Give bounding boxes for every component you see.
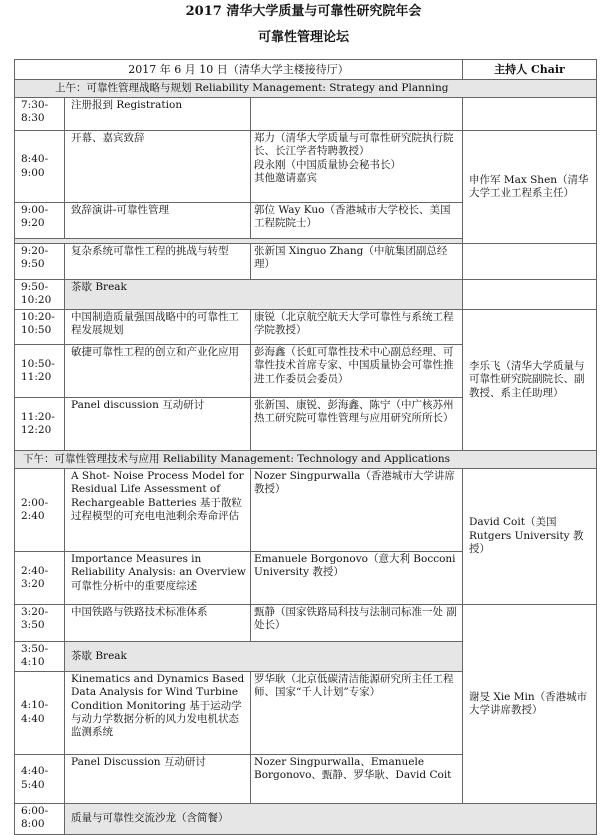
row-speaker: 张新国 Xinguo Zhang（中航集团副总经理） bbox=[251, 244, 463, 280]
section-row bbox=[15, 451, 597, 469]
schedule-table bbox=[14, 59, 597, 835]
salon-row bbox=[15, 803, 597, 834]
row-topic: 复杂系统可靠性工程的挑战与转型 bbox=[65, 244, 251, 280]
table-row bbox=[15, 131, 597, 203]
row-time: 3:50-4:10 bbox=[15, 642, 65, 672]
row-topic: 敏捷可靠性工程的创立和产业化应用 bbox=[65, 345, 251, 398]
row-time: 8:40-9:00 bbox=[15, 131, 65, 203]
row-speaker: 康锐（北京航空航天大学可靠性与系统工程学院教授） bbox=[251, 310, 463, 345]
row-speaker: 郑力（清华大学质量与可靠性研究院执行院长、长江学者特聘教授） 段永刚（中国质量协会秘书长） 其他邀请嘉宾 bbox=[251, 131, 463, 203]
row-speaker: 张新国、康锐、彭海鑫、陈宁（中广核苏州热工研究院可靠性管理与应用研究所所长） bbox=[251, 398, 463, 451]
afternoon-section-label: 下午：可靠性管理技术与应用 Reliability Management: Technology and Applications bbox=[15, 451, 597, 469]
row-time: 10:20-10:50 bbox=[15, 310, 65, 345]
row-topic: Kinematics and Dynamics Based Data Analysis for Wind Turbine Condition Monitoring 基于运动学与动力学数据分析的风力发电机状态监测系统 bbox=[65, 671, 251, 754]
row-topic: Panel Discussion 互动研讨 bbox=[65, 754, 251, 803]
row-time: 4:40-5:40 bbox=[15, 754, 65, 803]
chair-empty bbox=[463, 244, 597, 280]
row-time: 3:20-3:50 bbox=[15, 605, 65, 642]
page-title: 2017 清华大学质量与可靠性研究院年会 bbox=[185, 4, 422, 19]
row-time: 9:50-10:20 bbox=[15, 280, 65, 310]
chair-header: 主持人 Chair bbox=[463, 60, 597, 80]
row-time: 2:00-2:40 bbox=[15, 469, 65, 552]
break-label: 茶歇 Break bbox=[65, 642, 463, 672]
break-row bbox=[15, 280, 597, 310]
row-time: 11:20-12:20 bbox=[15, 398, 65, 451]
row-speaker: 郭位 Way Kuo（香港城市大学校长、美国工程院院士） bbox=[251, 203, 463, 239]
date-header: 2017 年 6 月 10 日（清华大学主楼接待厅） bbox=[15, 60, 463, 80]
row-topic: 开幕、嘉宾致辞 bbox=[65, 131, 251, 203]
row-time: 6:00-8:00 bbox=[15, 803, 65, 834]
row-topic: 致辞演讲-可靠性管理 bbox=[65, 203, 251, 239]
table-row bbox=[15, 469, 597, 552]
row-speaker: Emanuele Borgonovo（意大利 Bocconi University 教授） bbox=[251, 552, 463, 605]
row-time: 2:40-3:20 bbox=[15, 552, 65, 605]
row-topic: Panel discussion 互动研讨 bbox=[65, 398, 251, 451]
table-header-row bbox=[15, 60, 597, 80]
row-topic: Importance Measures in Reliability Analysis: an Overview 可靠性分析中的重要度综述 bbox=[65, 552, 251, 605]
row-topic: A Shot- Noise Process Model for Residual Life Assessment of Rechargeable Batteries 基于散粒过程模型的可充电电池剩余寿命评估 bbox=[65, 469, 251, 552]
chair-empty bbox=[463, 280, 597, 310]
chair-cell: 李乐飞（清华大学质量与可靠性研究院副院长、副教授、系主任助理） bbox=[463, 310, 597, 451]
row-time: 7:30-8:30 bbox=[15, 98, 65, 131]
row-topic: 注册报到 Registration bbox=[65, 98, 251, 131]
row-time: 9:20-9:50 bbox=[15, 244, 65, 280]
morning-section-label: 上午：可靠性管理战略与规划 Reliability Management: Strategy and Planning bbox=[15, 80, 597, 98]
chair-empty bbox=[463, 98, 597, 131]
row-speaker: Nozer Singpurwalla、Emanuele Borgonovo、甄静、罗华耿、David Coit bbox=[251, 754, 463, 803]
row-speaker: 彭海鑫（长虹可靠性技术中心副总经理、可靠性技术首席专家、中国质量协会可靠性推进工作委员会委员） bbox=[251, 345, 463, 398]
table-row bbox=[15, 605, 597, 642]
row-time: 4:10-4:40 bbox=[15, 671, 65, 754]
table-row bbox=[15, 310, 597, 345]
row-speaker: 罗华耿（北京低碳清洁能源研究所主任工程师、国家“千人计划”专家） bbox=[251, 671, 463, 754]
salon-label: 质量与可靠性交流沙龙（含简餐） bbox=[65, 803, 597, 834]
table-row bbox=[15, 98, 597, 131]
row-topic: 中国铁路与铁路技术标准体系 bbox=[65, 605, 251, 642]
break-label: 茶歇 Break bbox=[65, 280, 463, 310]
page-subtitle: 可靠性管理论坛 bbox=[257, 30, 349, 45]
row-speaker bbox=[251, 98, 463, 131]
chair-cell: 谢旻 Xie Min（香港城市大学讲席教授） bbox=[463, 605, 597, 804]
row-time: 9:00-9:20 bbox=[15, 203, 65, 239]
row-speaker: Nozer Singpurwalla（香港城市大学讲席教授） bbox=[251, 469, 463, 552]
chair-cell: 申作军 Max Shen（清华大学工业工程系主任） bbox=[463, 131, 597, 244]
table-row bbox=[15, 244, 597, 280]
section-row bbox=[15, 80, 597, 98]
row-time: 10:50-11:20 bbox=[15, 345, 65, 398]
chair-cell: David Coit（美国 Rutgers University 教授） bbox=[463, 469, 597, 605]
row-topic: 中国制造质量强国战略中的可靠性工程发展规划 bbox=[65, 310, 251, 345]
row-speaker: 甄静（国家铁路局科技与法制司标准一处 副处长） bbox=[251, 605, 463, 642]
